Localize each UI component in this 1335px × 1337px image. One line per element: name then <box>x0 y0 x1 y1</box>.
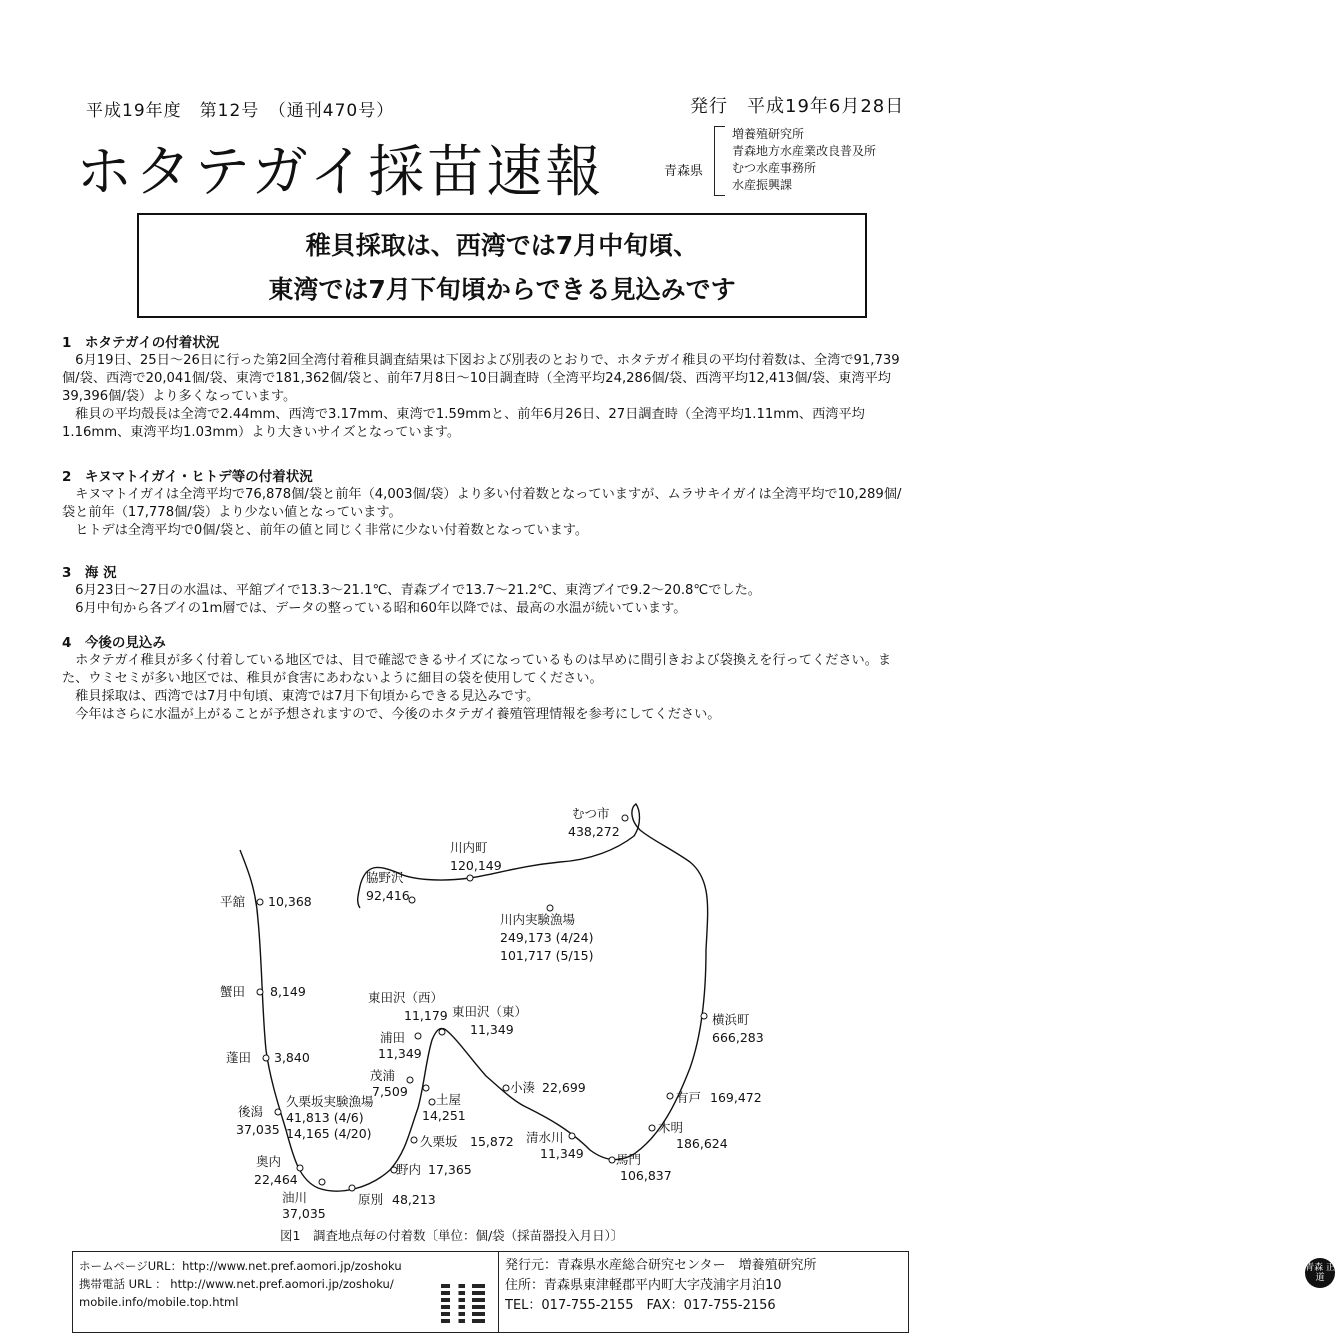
map-label-value: 37,035 <box>282 1206 326 1221</box>
org-item: むつ水産事務所 <box>732 161 817 175</box>
map-label-value: 14,165 (4/20) <box>286 1126 372 1141</box>
qr-code-icon <box>441 1282 485 1326</box>
section-outlook <box>62 634 908 724</box>
map-label-value: 14,251 <box>422 1108 466 1123</box>
map-label-name: 平舘 <box>220 894 246 909</box>
map-label-value: 11,179 <box>404 1008 448 1023</box>
section-paragraph: 稚貝の平均殻長は全湾で2.44mm、西湾で3.17mm、東湾で1.59mmと、前年6月26日、27日調査時（全湾平均1.11mm、西湾平均1.16mm、東湾平均1.03mm）より大きいサイズとなっています。 <box>62 407 865 440</box>
headline-line-2: 東湾では7月下旬頃からできる見込みです <box>268 275 736 304</box>
org-item: 青森地方水産業改良普及所 <box>732 144 877 158</box>
section-paragraph: ヒトデは全湾平均で0個/袋と、前年の値と同じく非常に少ない付着数となっています。 <box>62 523 589 538</box>
mobile-url-cont[interactable]: mobile.info/mobile.top.html <box>79 1295 239 1309</box>
org-bracket <box>714 126 725 196</box>
publication-date: 発行 平成19年6月28日 <box>690 96 905 117</box>
map-label-name: 清水川 <box>526 1130 564 1145</box>
section-attachment <box>62 334 908 442</box>
map-label-name: 茂浦 <box>370 1068 396 1083</box>
map-label-name: 横浜町 <box>712 1012 750 1027</box>
map-label-value: 186,624 <box>676 1136 728 1151</box>
map-label-name: 馬門 <box>616 1152 642 1167</box>
section-paragraph: ホタテガイ稚貝が多く付着している地区では、目で確認できるサイズになっているものは早めに間引きおよび袋換えを行ってください。また、ウミセミが多い地区では、稚貝が食害にあわないように細目の袋を使用してください。 <box>62 653 892 686</box>
section-sea-conditions <box>62 564 908 618</box>
publisher: 発行元：青森県水産総合研究センター 増養殖研究所 <box>505 1258 817 1273</box>
map-label-value: 22,464 <box>254 1172 298 1187</box>
section-paragraph: 6月中旬から各ブイの1m層では、データの整っている昭和60年以降では、最高の水温が続いています。 <box>62 601 687 616</box>
map-label-name: 川内実験漁場 <box>500 912 576 927</box>
map-label-value: 10,368 <box>268 894 312 909</box>
org-item: 水産振興課 <box>732 178 793 192</box>
map-label-name: 原別 <box>358 1192 384 1207</box>
map-label-name: 木明 <box>658 1120 684 1135</box>
map-label-value: 48,213 <box>392 1192 436 1207</box>
map-label-value: 17,365 <box>428 1162 472 1177</box>
map-label-value: 11,349 <box>470 1022 514 1037</box>
footer-publisher <box>505 1252 1335 1336</box>
section-other-species <box>62 468 908 540</box>
map-label-value: 41,813 (4/6) <box>286 1110 364 1125</box>
map-label-name: 脇野沢 <box>366 870 404 885</box>
map-label-name: 蟹田 <box>220 984 246 999</box>
section-paragraph: 6月19日、25日〜26日に行った第2回全湾付着稚貝調査結果は下図および別表のとおりで、ホタテガイ稚貝の平均付着数は、全湾で91,739個/袋、西湾で20,041個/袋、東湾で181,362個/袋と、前年7月8日〜10日調査時（全湾平均24,286個/袋、西湾平均12,413個/袋、東湾平均39,396個/袋）より多くなっています。 <box>62 353 900 404</box>
address: 住所：青森県東津軽郡平内町大字茂浦字月泊10 <box>505 1278 782 1293</box>
map-label-value: 120,149 <box>450 858 502 873</box>
map-label-name: 久栗坂実験漁場 <box>286 1094 374 1109</box>
bay-map <box>0 790 944 1245</box>
map-label-value: 37,035 <box>236 1122 280 1137</box>
map-label-value: 15,872 <box>470 1134 514 1149</box>
map-label-value: 8,149 <box>270 984 306 999</box>
section-paragraph: 今年はさらに水温が上がることが予想されますので、今後のホタテガイ養殖管理情報を参考にしてください。 <box>62 707 721 722</box>
section-title: 3 海 況 <box>62 565 117 581</box>
section-title: 1 ホタテガイの付着状況 <box>62 335 220 351</box>
map-label-name: 土屋 <box>436 1092 462 1107</box>
map-label-name: 東田沢（西） <box>368 990 444 1005</box>
footer-contact-urls <box>73 1252 499 1332</box>
footer-box <box>72 1251 1335 1333</box>
map-label-name: 小湊 <box>510 1080 536 1095</box>
figure-caption: 図1 調査地点毎の付着数〔単位：個/袋（採苗器投入月日）〕 <box>280 1228 624 1243</box>
map-label-value: 666,283 <box>712 1030 764 1045</box>
map-label-value: 169,472 <box>710 1090 762 1105</box>
section-paragraph: 稚貝採取は、西湾では7月中旬頃、東湾では7月下旬頃からできる見込みです。 <box>62 689 540 704</box>
map-label-name: 野内 <box>396 1162 422 1177</box>
issue-number: 平成19年度 第12号 （通刊470号） <box>86 101 395 121</box>
mobile-url[interactable]: 携帯電話 URL ： http://www.net.pref.aomori.jp/zoshoku/ <box>79 1277 394 1291</box>
map-label-name: 後潟 <box>238 1104 264 1119</box>
prefecture-label: 青森県 <box>664 164 704 179</box>
section-paragraph: キヌマトイガイは全湾平均で76,878個/袋と前年（4,003個/袋）より多い付着数となっていますが、ムラサキイガイは全湾平均で10,289個/袋と前年（17,778個/袋）より少ない値となっています。 <box>62 487 902 520</box>
map-label-name: 浦田 <box>380 1030 406 1045</box>
map-label-value: 249,173 (4/24) <box>500 930 594 945</box>
map-label-name: 東田沢（東） <box>452 1004 528 1019</box>
map-label-value: 11,349 <box>378 1046 422 1061</box>
map-label-value: 92,416 <box>366 888 410 903</box>
map-label-name: 奥内 <box>256 1154 282 1169</box>
map-label-value: 438,272 <box>568 824 620 839</box>
map-label-name: 久栗坂 <box>420 1134 458 1149</box>
seal-logo: 青森 正道 <box>1305 1258 1335 1288</box>
map-label-name: むつ市 <box>572 806 610 821</box>
section-title: 2 キヌマトイガイ・ヒトデ等の付着状況 <box>62 469 313 485</box>
section-title: 4 今後の見込み <box>62 635 166 651</box>
map-label-name: 蓬田 <box>226 1050 252 1065</box>
organization-list <box>732 126 876 194</box>
org-item: 増養殖研究所 <box>732 127 805 141</box>
map-label-value: 3,840 <box>274 1050 310 1065</box>
map-label-value: 22,699 <box>542 1080 586 1095</box>
section-paragraph: 6月23日〜27日の水温は、平舘ブイで13.3〜21.1℃、青森ブイで13.7〜21.2℃、東湾ブイで9.2〜20.8℃でした。 <box>62 583 761 598</box>
map-label-group <box>220 806 764 1221</box>
map-label-value: 106,837 <box>620 1168 672 1183</box>
map-label-name: 油川 <box>282 1190 308 1205</box>
headline-line-1: 稚貝採取は、西湾では7月中旬頃、 <box>305 231 699 260</box>
map-label-name: 川内町 <box>450 840 488 855</box>
page-title: ホタテガイ採苗速報 <box>76 140 605 205</box>
headline-box <box>137 213 867 318</box>
homepage-url[interactable]: ホームページURL：http://www.net.pref.aomori.jp/zoshoku <box>79 1259 402 1273</box>
coastline-east <box>358 804 708 1160</box>
map-label-value: 7,509 <box>372 1084 408 1099</box>
map-label-value: 11,349 <box>540 1146 584 1161</box>
map-label-value: 101,717 (5/15) <box>500 948 594 963</box>
phone-fax: TEL：017-755-2155 FAX：017-755-2156 <box>505 1298 776 1313</box>
map-label-name: 有戸 <box>676 1090 702 1105</box>
